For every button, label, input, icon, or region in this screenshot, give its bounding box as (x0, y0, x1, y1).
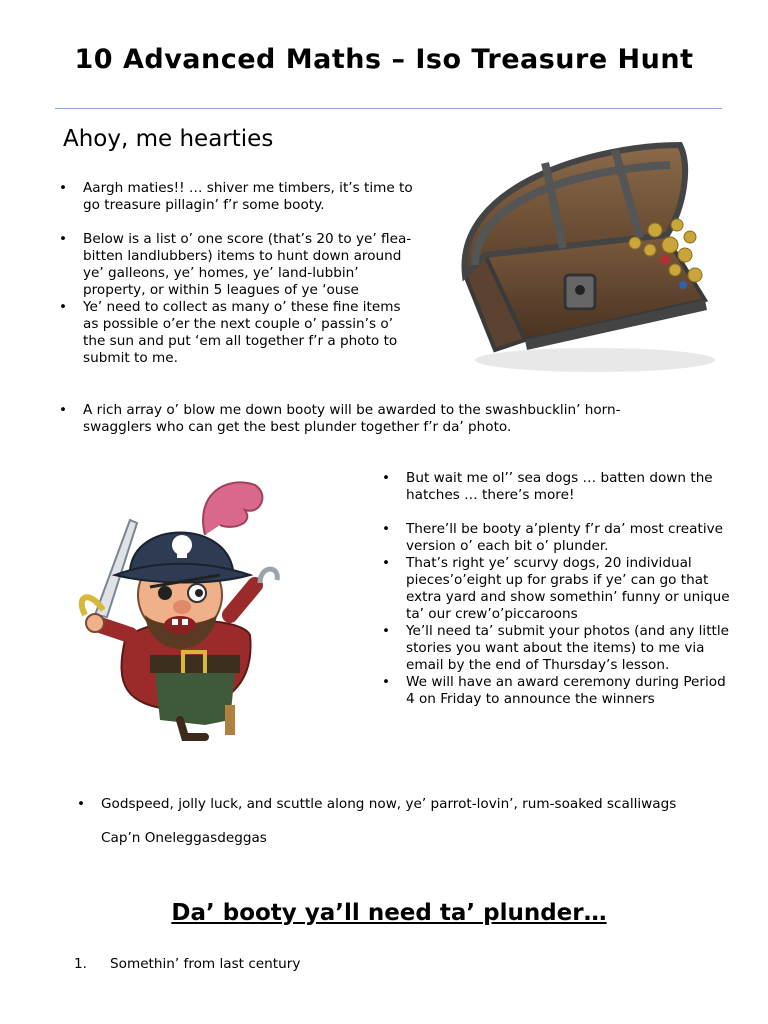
booty-heading: Da’ booty ya’ll need ta’ plunder… (171, 900, 607, 926)
pirate-icon (55, 475, 290, 750)
bullet-icon: • (59, 180, 68, 196)
list-item (382, 470, 736, 504)
list-item-text: Ye’ need to collect as many o’ these fine items as possible o’er the next couple o’ passin’s o’ the sun and put ‘em all together f’r a photo to submit to me. (83, 299, 401, 366)
bullet-icon: • (382, 674, 391, 690)
list-item (59, 231, 418, 299)
page-title: 10 Advanced Maths – Iso Treasure Hunt (74, 44, 694, 75)
list-item (382, 674, 736, 708)
intro-bullet-list (59, 180, 418, 367)
list-item-text: Somethin’ from last century (110, 956, 301, 972)
list-item (382, 555, 736, 623)
intro-bullet-list-continued (59, 402, 683, 436)
bullet-icon: • (59, 402, 68, 418)
list-item-text: That’s right ye’ scurvy dogs, 20 individual pieces’o’eight up for grabs if ye’ can go that extra yard and show somethin’ funny or unique ta’ our crew’o’piccaroons (406, 555, 730, 622)
bullet-icon: • (382, 623, 391, 639)
list-item (382, 623, 736, 674)
list-item (59, 299, 418, 367)
list-item (74, 956, 300, 972)
signature-text: Cap’n Oneleggasdeggas (101, 830, 267, 846)
closing-bullet-list (77, 796, 691, 847)
bullet-icon: • (59, 299, 68, 315)
bullet-icon: • (382, 555, 391, 571)
more-bullet-list (382, 470, 736, 708)
list-item-text: Godspeed, jolly luck, and scuttle along now, ye’ parrot-lovin’, rum-soaked scalliwags (101, 796, 677, 812)
list-item-text: Below is a list o’ one score (that’s 20 to ye’ flea-bitten landlubbers) items to hunt down around ye’ galleons, ye’ homes, ye’ land-lubbin’ property, or within 5 leagues of ye ‘ouse (83, 231, 412, 298)
list-item (382, 521, 736, 555)
bullet-icon: • (382, 470, 391, 486)
list-item-text: A rich array o’ blow me down booty will be awarded to the swashbucklin’ horn-swagglers who can get the best plunder together f’r da’ photo. (83, 402, 621, 435)
title-divider (55, 108, 722, 109)
list-item (59, 402, 683, 436)
bullet-icon: • (77, 796, 86, 812)
list-item (59, 180, 418, 214)
section-subtitle: Ahoy, me hearties (63, 126, 274, 152)
list-item-text: We will have an award ceremony during Period 4 on Friday to announce the winners (406, 674, 726, 707)
list-item-text: There’ll be booty a’plenty f’r da’ most creative version o’ each bit o’ plunder. (406, 521, 724, 554)
list-item-text: Ye’ll need ta’ submit your photos (and any little stories you want about the items) to me via email by the end of Thursday’s lesson. (406, 623, 730, 673)
list-item-text: Aargh maties!! … shiver me timbers, it’s time to go treasure pillagin’ f’r some booty. (83, 180, 413, 213)
list-item (77, 796, 691, 813)
list-item-number: 1. (74, 956, 87, 972)
bullet-icon: • (382, 521, 391, 537)
booty-numbered-list (74, 956, 300, 972)
bullet-icon: • (59, 231, 68, 247)
list-item-text: But wait me ol’’ sea dogs … batten down the hatches … there’s more! (406, 470, 713, 503)
signature (101, 830, 691, 847)
treasure-chest-icon (445, 125, 735, 385)
